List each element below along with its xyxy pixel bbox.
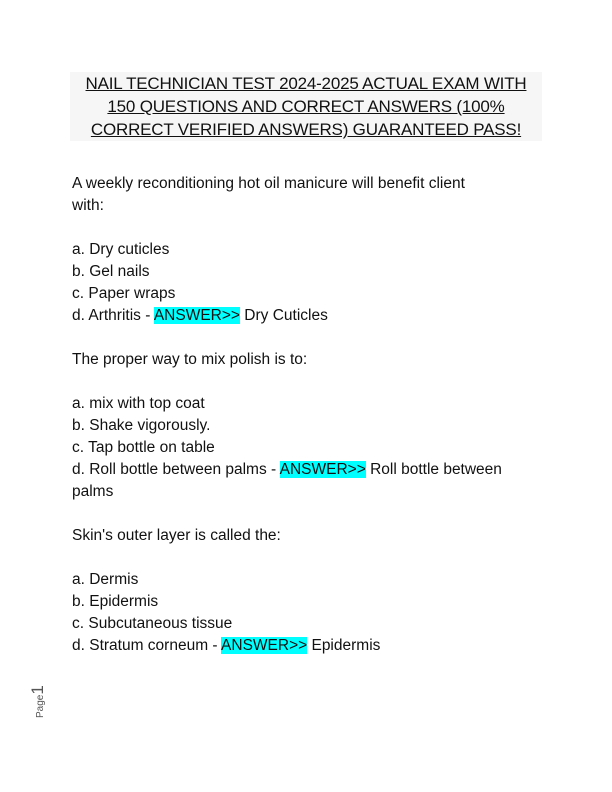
question-list — [72, 173, 542, 657]
page-word: Page — [35, 694, 46, 718]
document-title — [70, 72, 542, 141]
answer-tag-highlight: ANSWER>> — [221, 637, 308, 654]
question-block-3 — [72, 525, 542, 657]
title-line-3: CORRECT VERIFIED ANSWERS) GUARANTEED PASS! — [90, 120, 522, 139]
answer-option-text: d. Roll bottle between palms - — [72, 461, 280, 478]
answer-option: c. Subcutaneous tissue — [72, 615, 233, 632]
answer-option: b. Shake vigorously. — [72, 417, 211, 434]
title-line-2: 150 QUESTIONS AND CORRECT ANSWERS (100% — [107, 97, 505, 116]
answer-option: c. Tap bottle on table — [72, 439, 215, 456]
question-block-2 — [72, 349, 542, 503]
answer-option: b. Epidermis — [72, 593, 159, 610]
question-stem: A weekly reconditioning hot oil manicure will benefit client — [72, 175, 465, 192]
correct-answer: Dry Cuticles — [239, 307, 328, 324]
answer-option: a. Dry cuticles — [72, 241, 170, 258]
answer-tag-highlight: ANSWER>> — [153, 307, 240, 324]
answer-option: a. Dermis — [72, 571, 139, 588]
answer-tag-highlight: ANSWER>> — [279, 461, 366, 478]
answer-option-with-key — [72, 459, 542, 481]
answer-option: c. Paper wraps — [72, 285, 176, 302]
correct-answer-continued: palms — [72, 483, 114, 500]
correct-answer: Epidermis — [307, 637, 381, 654]
page-number: 1 — [28, 685, 47, 695]
answer-option-text: d. Stratum corneum - — [72, 637, 222, 654]
answer-option-text: d. Arthritis - — [72, 307, 154, 324]
answer-option: b. Gel nails — [72, 263, 150, 280]
question-stem: with: — [72, 197, 104, 214]
page-number-marker — [28, 685, 48, 718]
answer-option-with-key — [72, 305, 542, 327]
title-line-1: NAIL TECHNICIAN TEST 2024-2025 ACTUAL EXAM WITH — [85, 74, 527, 93]
question-stem: Skin's outer layer is called the: — [72, 527, 281, 544]
correct-answer: Roll bottle between — [365, 461, 502, 478]
question-block-1 — [72, 173, 542, 327]
question-stem: The proper way to mix polish is to: — [72, 351, 308, 368]
answer-option-with-key — [72, 635, 542, 657]
answer-option: a. mix with top coat — [72, 395, 205, 412]
